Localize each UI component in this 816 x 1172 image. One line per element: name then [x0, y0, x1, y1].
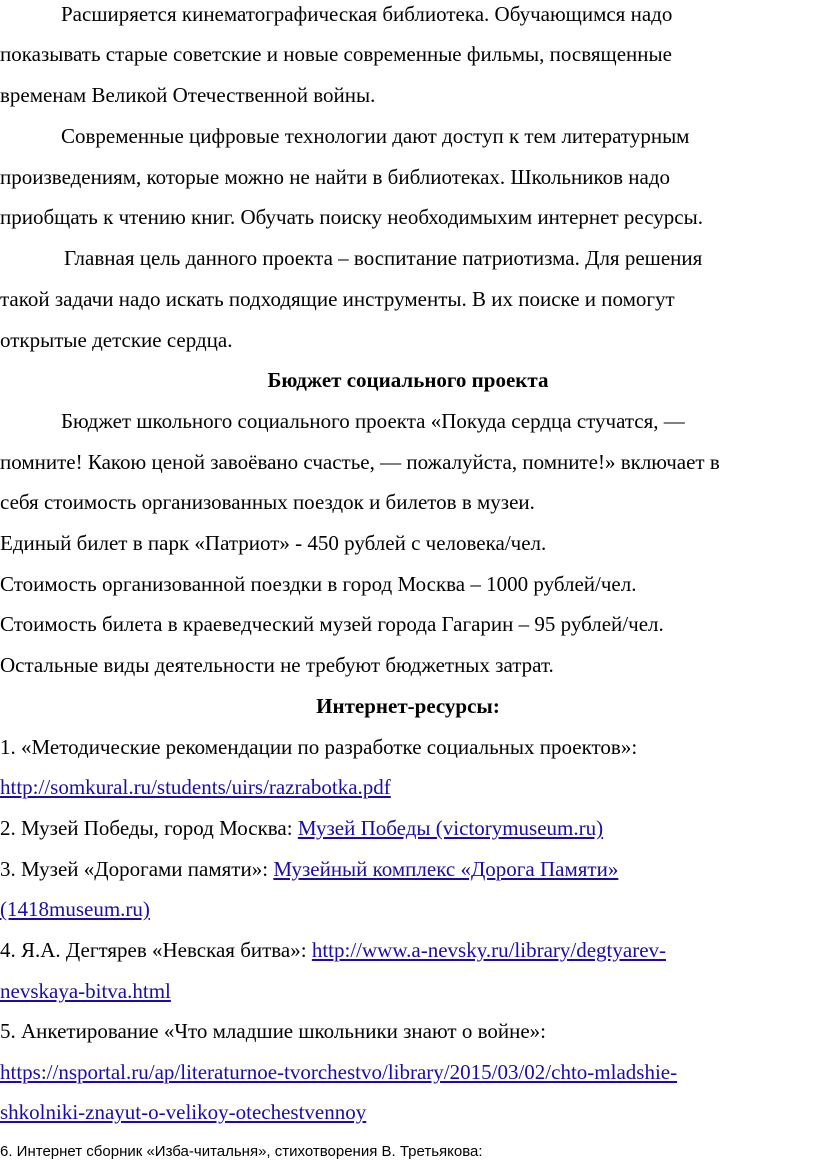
resource-2-link[interactable]: Музей Победы (victorymuseum.ru): [297, 816, 604, 840]
budget-line-1: Бюджет школьного социального проекта «Покуда сердца стучатся, —: [61, 409, 685, 433]
resource-3-line: [0, 855, 618, 883]
resource-5-link-part-2[interactable]: shkolniki-znayut-o-velikoy-otechestvennoy: [0, 1100, 367, 1124]
paragraph-2-line-3: приобщать к чтению книг. Обучать поиску необходимыхим интернет ресурсы.: [0, 205, 703, 229]
paragraph-3-line-1: Главная цель данного проекта – воспитание патриотизма. Для решения: [64, 246, 703, 270]
paragraph-1-line-2: показывать старые советские и новые современные фильмы, посвященные: [0, 42, 672, 66]
resource-3-link-part-2[interactable]: (1418museum.ru): [0, 897, 150, 921]
paragraph-1-line-1: Расширяется кинематографическая библиотека. Обучающимся надо: [61, 2, 673, 26]
resource-1-link-line: [0, 773, 391, 801]
resource-5-link-line-1: [0, 1058, 677, 1086]
resource-4-line: [0, 936, 666, 964]
resource-3-title: 3. Музей «Дорогами памяти»:: [0, 857, 274, 881]
budget-line-2: помните! Какою ценой завоёвано счастье, — пожалуйста, помните!» включает в: [0, 450, 720, 474]
budget-line-3: себя стоимость организованных поездок и билетов в музеи.: [0, 490, 535, 514]
resource-4-link-part-2[interactable]: nevskaya-bitva.html: [0, 979, 171, 1003]
budget-heading: Бюджет социального проекта: [267, 368, 549, 392]
resource-1-link[interactable]: http://somkural.ru/students/uirs/razrabotka.pdf: [0, 775, 391, 799]
resource-2-title: 2. Музей Победы, город Москва:: [0, 816, 298, 840]
paragraph-3-line-2: такой задачи надо искать подходящие инструменты. В их поиске и помогут: [0, 287, 675, 311]
budget-item-moscow-trip: Стоимость организованной поездки в город Москва – 1000 рублей/чел.: [0, 572, 637, 596]
resource-5-title: 5. Анкетирование «Что младшие школьники знают о войне»:: [0, 1019, 546, 1043]
paragraph-2-line-1: Современные цифровые технологии дают доступ к тем литературным: [61, 124, 690, 148]
budget-item-museum-ticket: Стоимость билета в краеведческий музей города Гагарин – 95 рублей/чел.: [0, 612, 664, 636]
resource-2-line: [0, 814, 603, 842]
resource-4-title: 4. Я.А. Дегтярев «Невская битва»:: [0, 938, 312, 962]
resource-3-link-part-1[interactable]: Музейный комплекс «Дорога Памяти»: [273, 857, 619, 881]
resource-4-link-part-1[interactable]: http://www.a-nevsky.ru/library/degtyarev-: [311, 938, 667, 962]
resources-heading: Интернет-ресурсы:: [316, 694, 500, 718]
budget-item-other: Остальные виды деятельности не требуют бюджетных затрат.: [0, 653, 554, 677]
resource-3-link-line-2: [0, 895, 150, 923]
resource-6-title: 6. Интернет сборник «Изба-читальня», стихотворения В. Третьякова:: [0, 1143, 483, 1160]
resource-1-title: 1. «Методические рекомендации по разработке социальных проектов»:: [0, 735, 638, 759]
resource-5-link-line-2: [0, 1098, 366, 1126]
budget-item-park-ticket: Единый билет в парк «Патриот» - 450 рублей с человека/чел.: [0, 531, 547, 555]
paragraph-2-line-2: произведениям, которые можно не найти в библиотеках. Школьников надо: [0, 165, 671, 189]
resource-5-link-part-1[interactable]: https://nsportal.ru/ap/literaturnoe-tvorchestvo/library/2015/03/02/chto-mladshie-: [0, 1060, 678, 1084]
paragraph-1-line-3: временам Великой Отечественной войны.: [0, 83, 376, 107]
paragraph-3-line-3: открытые детские сердца.: [0, 328, 233, 352]
resource-4-link-line-2: [0, 977, 171, 1005]
